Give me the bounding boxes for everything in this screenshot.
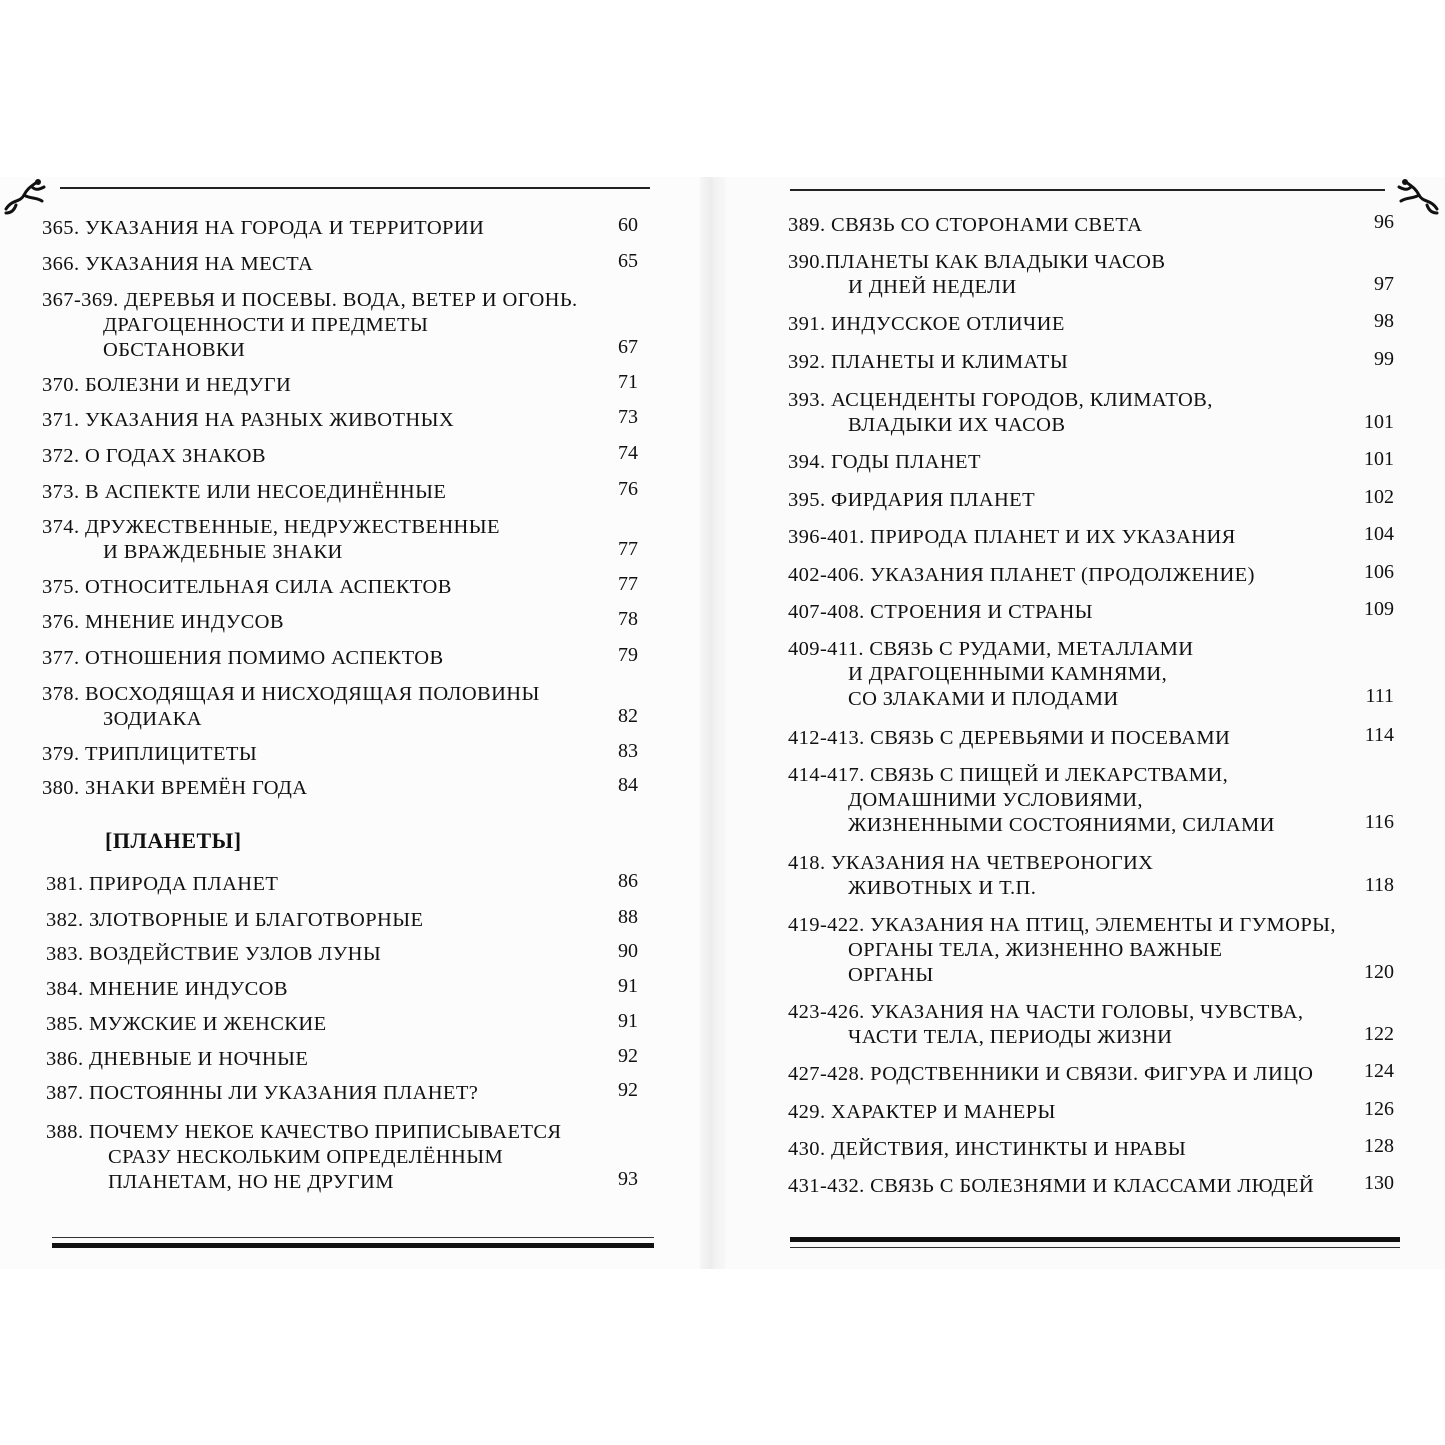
toc-page-number: 102 bbox=[1364, 486, 1394, 508]
toc-page-number: 101 bbox=[1364, 448, 1394, 470]
toc-entry bbox=[788, 525, 1236, 550]
toc-entry bbox=[46, 1120, 562, 1195]
toc-page-number: 124 bbox=[1364, 1060, 1394, 1082]
toc-entry-title-line: СО ЗЛАКАМИ И ПЛОДАМИ bbox=[848, 688, 1119, 710]
toc-entry bbox=[42, 610, 284, 635]
toc-page-number: 73 bbox=[618, 406, 638, 428]
toc-entry bbox=[42, 480, 446, 505]
toc-entry bbox=[42, 216, 484, 241]
toc-page-number: 97 bbox=[1374, 273, 1394, 295]
toc-entry bbox=[46, 1047, 308, 1072]
toc-entry-title-line: 378. ВОСХОДЯЩАЯ И НИСХОДЯЩАЯ ПОЛОВИНЫ bbox=[42, 683, 540, 705]
toc-entry-title-line: 377. ОТНОШЕНИЯ ПОМИМО АСПЕКТОВ bbox=[42, 647, 444, 669]
toc-entry-title-line: 381. ПРИРОДА ПЛАНЕТ bbox=[46, 873, 279, 895]
toc-entry-title-line: 367-369. ДЕРЕВЬЯ И ПОСЕВЫ. ВОДА, ВЕТЕР И ОГОНЬ. bbox=[42, 289, 578, 311]
toc-entry bbox=[42, 252, 313, 277]
toc-entry-title-line: 423-426. УКАЗАНИЯ НА ЧАСТИ ГОЛОВЫ, ЧУВСТВА, bbox=[788, 1001, 1304, 1023]
toc-entry-title-line: 366. УКАЗАНИЯ НА МЕСТА bbox=[42, 253, 314, 275]
toc-page-number: 88 bbox=[618, 906, 638, 928]
toc-entry-title-line: 396-401. ПРИРОДА ПЛАНЕТ И ИХ УКАЗАНИЯ bbox=[788, 526, 1236, 548]
toc-page-number: 118 bbox=[1364, 874, 1394, 896]
toc-entry-title-line: 395. ФИРДАРИЯ ПЛАНЕТ bbox=[788, 489, 1036, 511]
toc-entry-title-line: 374. ДРУЖЕСТВЕННЫЕ, НЕДРУЖЕСТВЕННЫЕ bbox=[42, 516, 500, 538]
left-top-rule bbox=[60, 187, 650, 189]
toc-entry-title-line: 393. АСЦЕНДЕНТЫ ГОРОДОВ, КЛИМАТОВ, bbox=[788, 389, 1213, 411]
toc-entry bbox=[46, 872, 278, 897]
toc-entry bbox=[42, 288, 578, 363]
toc-entry bbox=[42, 742, 257, 767]
toc-entry bbox=[788, 1174, 1314, 1199]
corner-ornament-left-icon bbox=[2, 177, 48, 217]
toc-entry-title-line: 402-406. УКАЗАНИЯ ПЛАНЕТ (ПРОДОЛЖЕНИЕ) bbox=[788, 564, 1255, 586]
left-bottom-rule bbox=[52, 1243, 654, 1248]
toc-entry-title-line: ОРГАНЫ bbox=[848, 964, 934, 986]
toc-entry bbox=[46, 1012, 327, 1037]
toc-page-number: 79 bbox=[618, 644, 638, 666]
toc-page-number: 114 bbox=[1364, 724, 1394, 746]
toc-entry-title-line: 373. В АСПЕКТЕ ИЛИ НЕСОЕДИНЁННЫЕ bbox=[42, 481, 447, 503]
toc-page-number: 78 bbox=[618, 608, 638, 630]
toc-page-number: 83 bbox=[618, 740, 638, 762]
toc-page-number: 77 bbox=[618, 573, 638, 595]
right-bottom-thin-rule bbox=[790, 1247, 1400, 1248]
corner-ornament-right-icon bbox=[1395, 177, 1441, 217]
toc-page-number: 91 bbox=[618, 975, 638, 997]
toc-entry-title-line: 380. ЗНАКИ ВРЕМЁН ГОДА bbox=[42, 777, 308, 799]
toc-entry-title-line: 386. ДНЕВНЫЕ И НОЧНЫЕ bbox=[46, 1048, 309, 1070]
toc-entry-title-line: 431-432. СВЯЗЬ С БОЛЕЗНЯМИ И КЛАССАМИ ЛЮДЕЙ bbox=[788, 1175, 1315, 1197]
toc-page-number: 99 bbox=[1374, 348, 1394, 370]
toc-entry bbox=[42, 575, 452, 600]
toc-entry bbox=[788, 563, 1255, 588]
toc-entry bbox=[788, 1062, 1313, 1087]
toc-entry bbox=[788, 851, 1153, 901]
toc-entry-title-line: 375. ОТНОСИТЕЛЬНАЯ СИЛА АСПЕКТОВ bbox=[42, 576, 452, 598]
toc-entry-title-line: 409-411. СВЯЗЬ С РУДАМИ, МЕТАЛЛАМИ bbox=[788, 638, 1194, 660]
toc-entry-title-line: 383. ВОЗДЕЙСТВИЕ УЗЛОВ ЛУНЫ bbox=[46, 943, 382, 965]
toc-entry-title-line: 407-408. СТРОЕНИЯ И СТРАНЫ bbox=[788, 601, 1093, 623]
toc-entry-title-line: 376. МНЕНИЕ ИНДУСОВ bbox=[42, 611, 284, 633]
toc-page-number: 122 bbox=[1364, 1023, 1394, 1045]
toc-entry-title-line: И ДРАГОЦЕННЫМИ КАМНЯМИ, bbox=[848, 663, 1168, 685]
toc-entry-title-line: 385. МУЖСКИЕ И ЖЕНСКИЕ bbox=[46, 1013, 327, 1035]
toc-entry bbox=[788, 600, 1093, 625]
toc-entry-title-line: ЧАСТИ ТЕЛА, ПЕРИОДЫ ЖИЗНИ bbox=[848, 1026, 1173, 1048]
toc-page-number: 130 bbox=[1364, 1172, 1394, 1194]
toc-entry-title-line: 391. ИНДУССКОЕ ОТЛИЧИЕ bbox=[788, 313, 1065, 335]
toc-page-number: 116 bbox=[1364, 811, 1394, 833]
toc-entry bbox=[788, 388, 1213, 438]
toc-entry-title-line: 388. ПОЧЕМУ НЕКОЕ КАЧЕСТВО ПРИПИСЫВАЕТСЯ bbox=[46, 1121, 562, 1143]
toc-entry-title-line: И ДНЕЙ НЕДЕЛИ bbox=[848, 276, 1017, 298]
toc-entry-title-line: 418. УКАЗАНИЯ НА ЧЕТВЕРОНОГИХ bbox=[788, 852, 1154, 874]
toc-page-number: 84 bbox=[618, 774, 638, 796]
toc-entry-title-line: 379. ТРИПЛИЦИТЕТЫ bbox=[42, 743, 258, 765]
toc-page-number: 90 bbox=[618, 940, 638, 962]
toc-entry-title-line: И ВРАЖДЕБНЫЕ ЗНАКИ bbox=[103, 541, 343, 563]
toc-entry bbox=[42, 373, 291, 398]
toc-entry-title-line: 427-428. РОДСТВЕННИКИ И СВЯЗИ. ФИГУРА И ЛИЦО bbox=[788, 1063, 1314, 1085]
right-top-rule bbox=[790, 189, 1385, 191]
toc-page-number: 77 bbox=[618, 538, 638, 560]
toc-page-number: 91 bbox=[618, 1010, 638, 1032]
toc-entry-title-line: 414-417. СВЯЗЬ С ПИЩЕЙ И ЛЕКАРСТВАМИ, bbox=[788, 764, 1229, 786]
toc-entry bbox=[788, 1000, 1303, 1050]
toc-page-number: 109 bbox=[1364, 598, 1394, 620]
toc-page-number: 111 bbox=[1365, 685, 1394, 707]
toc-page-number: 101 bbox=[1364, 411, 1394, 433]
toc-entry bbox=[42, 408, 454, 433]
toc-entry bbox=[42, 776, 307, 801]
toc-entry-title-line: 372. О ГОДАХ ЗНАКОВ bbox=[42, 445, 266, 467]
toc-page-number: 60 bbox=[618, 214, 638, 236]
toc-entry-title-line: 394. ГОДЫ ПЛАНЕТ bbox=[788, 451, 981, 473]
toc-page-number: 67 bbox=[618, 336, 638, 358]
toc-entry-title-line: 382. ЗЛОТВОРНЫЕ И БЛАГОТВОРНЫЕ bbox=[46, 909, 424, 931]
toc-page-number: 120 bbox=[1364, 961, 1394, 983]
toc-page-number: 92 bbox=[618, 1045, 638, 1067]
toc-entry bbox=[788, 250, 1165, 300]
toc-entry bbox=[788, 312, 1065, 337]
right-bottom-rule bbox=[790, 1237, 1400, 1242]
toc-entry-title-line: ВЛАДЫКИ ИХ ЧАСОВ bbox=[848, 414, 1066, 436]
toc-entry bbox=[788, 1100, 1056, 1125]
toc-entry-title-line: 412-413. СВЯЗЬ С ДЕРЕВЬЯМИ И ПОСЕВАМИ bbox=[788, 727, 1231, 749]
toc-entry bbox=[42, 646, 444, 671]
toc-entry-title-line: 419-422. УКАЗАНИЯ НА ПТИЦ, ЭЛЕМЕНТЫ И ГУМОРЫ, bbox=[788, 914, 1336, 936]
toc-page-number: 65 bbox=[618, 250, 638, 272]
toc-entry-title-line: 371. УКАЗАНИЯ НА РАЗНЫХ ЖИВОТНЫХ bbox=[42, 409, 455, 431]
toc-entry-title-line: 387. ПОСТОЯННЫ ЛИ УКАЗАНИЯ ПЛАНЕТ? bbox=[46, 1082, 479, 1104]
toc-entry-title-line: ЖИЗНЕННЫМИ СОСТОЯНИЯМИ, СИЛАМИ bbox=[848, 814, 1275, 836]
toc-entry-title-line: СРАЗУ НЕСКОЛЬКИМ ОПРЕДЕЛЁННЫМ bbox=[108, 1146, 504, 1168]
toc-entry bbox=[788, 726, 1230, 751]
toc-entry bbox=[42, 444, 266, 469]
toc-entry-title-line: 384. МНЕНИЕ ИНДУСОВ bbox=[46, 978, 288, 1000]
toc-page-number: 86 bbox=[618, 870, 638, 892]
toc-entry bbox=[788, 913, 1336, 988]
toc-page-number: 96 bbox=[1374, 211, 1394, 233]
toc-entry-title-line: 429. ХАРАКТЕР И МАНЕРЫ bbox=[788, 1101, 1056, 1123]
toc-page-number: 71 bbox=[618, 371, 638, 393]
book-gutter bbox=[700, 177, 726, 1269]
toc-page-number: 74 bbox=[618, 442, 638, 464]
left-bottom-thin-rule bbox=[52, 1237, 654, 1238]
toc-entry bbox=[788, 637, 1193, 712]
toc-entry-title-line: 390.ПЛАНЕТЫ КАК ВЛАДЫКИ ЧАСОВ bbox=[788, 251, 1166, 273]
toc-entry-title-line: ДРАГОЦЕННОСТИ И ПРЕДМЕТЫ bbox=[103, 314, 429, 336]
toc-entry bbox=[46, 942, 381, 967]
toc-page-number: 106 bbox=[1364, 561, 1394, 583]
toc-entry-title-line: ЗОДИАКА bbox=[103, 708, 202, 730]
toc-entry bbox=[42, 515, 500, 565]
toc-page-number: 128 bbox=[1364, 1135, 1394, 1157]
toc-entry-title-line: 365. УКАЗАНИЯ НА ГОРОДА И ТЕРРИТОРИИ bbox=[42, 217, 485, 239]
toc-entry-title-line: 430. ДЕЙСТВИЯ, ИНСТИНКТЫ И НРАВЫ bbox=[788, 1138, 1187, 1160]
section-title-planets: [ПЛАНЕТЫ] bbox=[105, 828, 242, 853]
toc-entry bbox=[46, 1081, 478, 1106]
toc-entry-title-line: ПЛАНЕТАМ, НО НЕ ДРУГИМ bbox=[108, 1171, 394, 1193]
toc-page-number: 93 bbox=[618, 1168, 638, 1190]
toc-entry-title-line: 389. СВЯЗЬ СО СТОРОНАМИ СВЕТА bbox=[788, 214, 1143, 236]
toc-entry-title-line: ОБСТАНОВКИ bbox=[103, 339, 246, 361]
toc-entry bbox=[788, 350, 1068, 375]
toc-page-number: 98 bbox=[1374, 310, 1394, 332]
toc-entry-title-line: 370. БОЛЕЗНИ И НЕДУГИ bbox=[42, 374, 292, 396]
toc-entry bbox=[788, 213, 1143, 238]
toc-entry-title-line: ДОМАШНИМИ УСЛОВИЯМИ, bbox=[848, 789, 1143, 811]
toc-entry bbox=[42, 682, 540, 732]
toc-entry bbox=[788, 1137, 1186, 1162]
toc-entry bbox=[788, 450, 981, 475]
toc-entry-title-line: ОРГАНЫ ТЕЛА, ЖИЗНЕННО ВАЖНЫЕ bbox=[848, 939, 1223, 961]
toc-entry bbox=[788, 488, 1035, 513]
toc-entry bbox=[46, 977, 288, 1002]
toc-page-number: 104 bbox=[1364, 523, 1394, 545]
toc-entry-title-line: 392. ПЛАНЕТЫ И КЛИМАТЫ bbox=[788, 351, 1069, 373]
toc-entry bbox=[788, 763, 1275, 838]
toc-page-number: 76 bbox=[618, 478, 638, 500]
toc-entry bbox=[46, 908, 423, 933]
toc-page-number: 126 bbox=[1364, 1098, 1394, 1120]
toc-entry-title-line: ЖИВОТНЫХ И Т.П. bbox=[848, 877, 1037, 899]
toc-page-number: 82 bbox=[618, 705, 638, 727]
toc-page-number: 92 bbox=[618, 1079, 638, 1101]
